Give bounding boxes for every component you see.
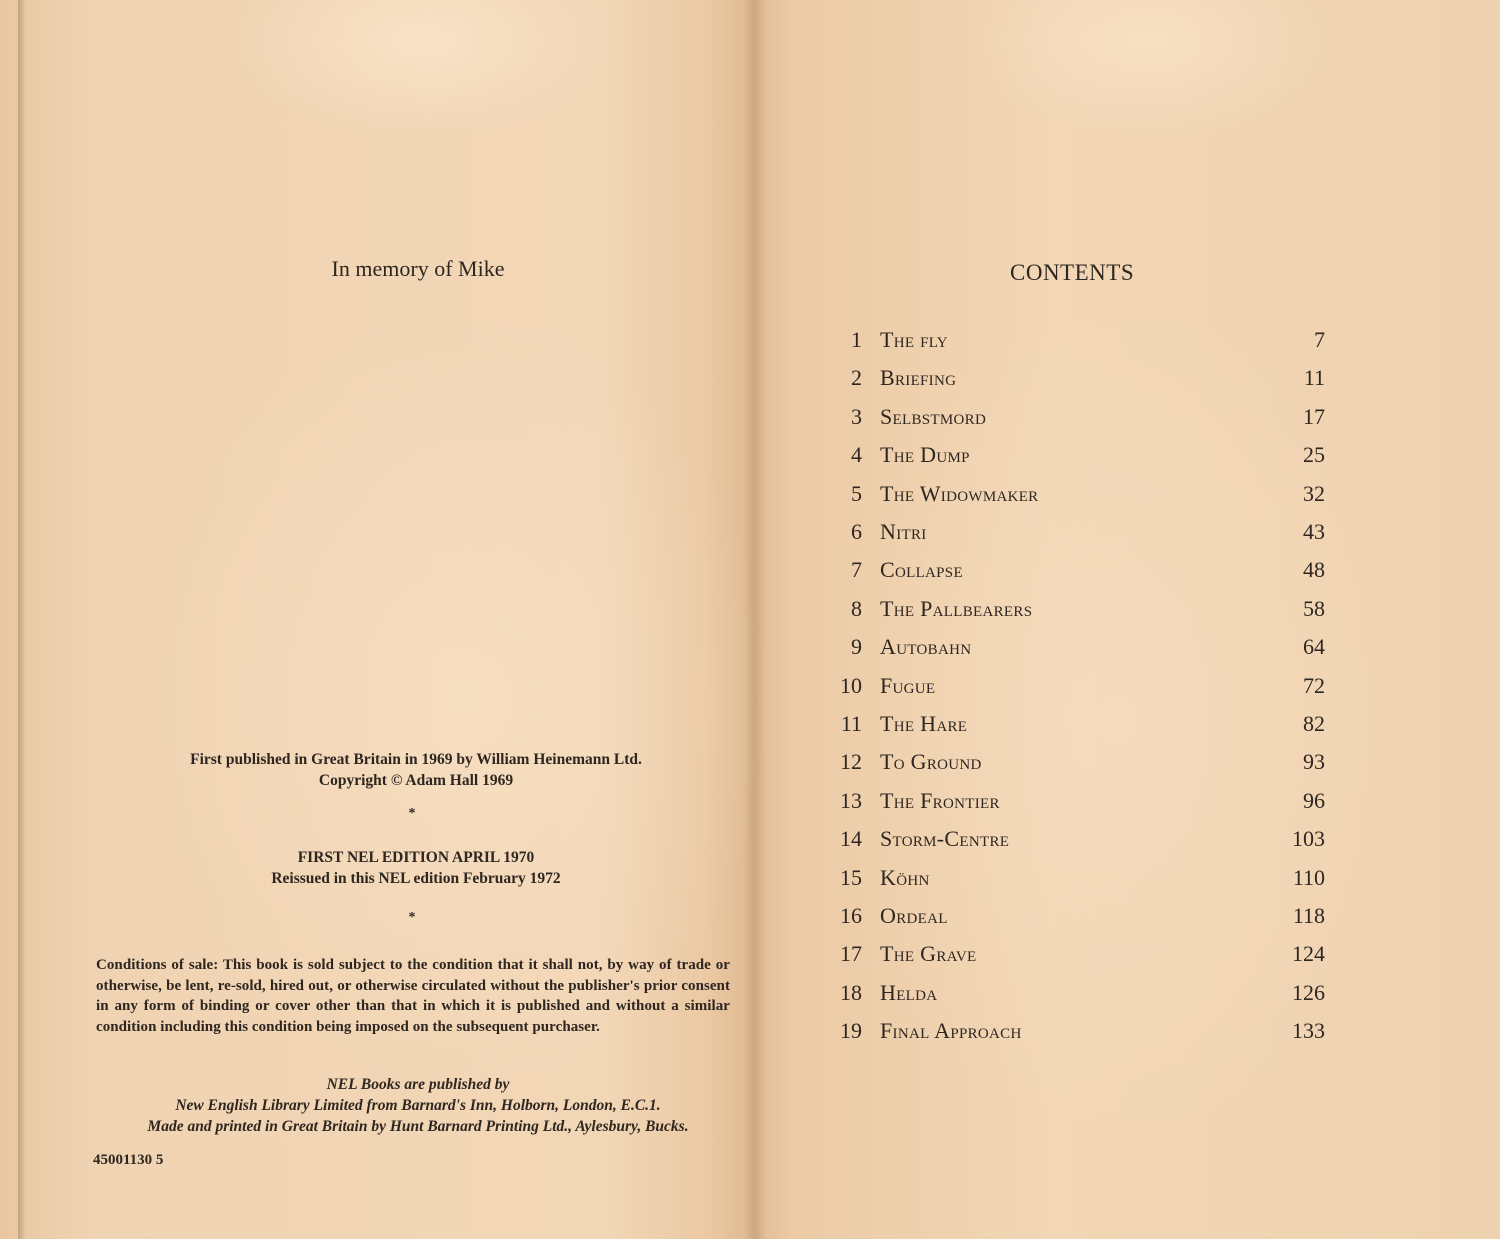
- publication-info: [96, 749, 736, 791]
- chapter-page-number: 82: [1303, 711, 1325, 736]
- toc-row: [820, 865, 1325, 895]
- toc-row: [820, 596, 1325, 626]
- toc-row: [820, 711, 1325, 741]
- separator-star: *: [408, 806, 416, 821]
- chapter-number: 18: [840, 979, 862, 1005]
- toc-row: [820, 519, 1325, 549]
- chapter-title: Fugue: [880, 672, 936, 698]
- chapter-number: 1: [851, 327, 862, 352]
- chapter-number: 5: [851, 480, 862, 506]
- chapter-page-number: 48: [1303, 557, 1325, 583]
- chapter-number: 13: [840, 787, 862, 813]
- toc-row: [820, 826, 1325, 856]
- chapter-page-number: 110: [1292, 864, 1325, 890]
- chapter-title: Ordeal: [880, 903, 948, 928]
- chapter-page-number: 11: [1303, 365, 1325, 391]
- isbn-number: 45001130 5: [93, 1152, 164, 1168]
- chapter-page-number: 32: [1303, 480, 1325, 506]
- reissue-line: Reissued in this NEL edition February 1972: [271, 870, 561, 887]
- chapter-number: 12: [840, 749, 862, 775]
- chapter-page-number: 17: [1303, 403, 1325, 429]
- chapter-number: 9: [851, 634, 862, 660]
- toc-row: [820, 941, 1325, 971]
- publisher-line: NEL Books are published by: [326, 1076, 510, 1093]
- toc-row: [820, 404, 1325, 434]
- publisher-address: New English Library Limited from Barnard's Inn, Holborn, London, E.C.1.: [175, 1097, 661, 1114]
- contents-heading: CONTENTS: [1010, 260, 1135, 285]
- chapter-title: Köhn: [880, 864, 930, 890]
- toc-row: [820, 557, 1325, 587]
- chapter-title: Selbstmord: [880, 403, 987, 429]
- chapter-page-number: 133: [1292, 1018, 1325, 1044]
- chapter-title: The Pallbearers: [880, 595, 1033, 621]
- edition-info: [96, 847, 736, 889]
- toc-row: [820, 673, 1325, 703]
- chapter-number: 3: [851, 403, 862, 429]
- conditions-of-sale: Conditions of sale: This book is sold subject to the condition that it shall not, by way of trade or otherwise, be lent, re-sold, hired out, or otherwise circulated without the publisher's prior consent in any form of binding or cover other than that in which it is published and without a similar condition including this condition being imposed on the subsequent purchaser.: [96, 957, 730, 1035]
- toc-row: [820, 903, 1325, 933]
- chapter-title: Autobahn: [880, 634, 972, 660]
- chapter-title: The Grave: [880, 941, 977, 967]
- separator-star: *: [408, 910, 416, 925]
- chapter-page-number: 93: [1303, 749, 1325, 775]
- toc-row: [820, 749, 1325, 779]
- dedication: In memory of Mike: [331, 256, 505, 281]
- chapter-number: 14: [840, 826, 862, 852]
- chapter-number: 11: [840, 711, 862, 736]
- chapter-page-number: 118: [1292, 903, 1325, 928]
- chapter-page-number: 64: [1303, 634, 1325, 660]
- toc-row: [820, 980, 1325, 1010]
- toc-row: [820, 788, 1325, 818]
- chapter-title: To Ground: [880, 749, 982, 775]
- printer-line: Made and printed in Great Britain by Hunt Barnard Printing Ltd., Aylesbury, Bucks.: [147, 1118, 689, 1135]
- chapter-title: Final Approach: [880, 1018, 1022, 1044]
- chapter-title: Storm-Centre: [880, 826, 1010, 852]
- chapter-page-number: 7: [1314, 327, 1325, 352]
- right-page: [760, 0, 1500, 1239]
- chapter-number: 19: [840, 1018, 862, 1044]
- chapter-page-number: 25: [1303, 442, 1325, 468]
- chapter-number: 7: [851, 557, 862, 583]
- toc-row: [820, 481, 1325, 511]
- chapter-number: 6: [851, 519, 862, 544]
- chapter-page-number: 103: [1292, 826, 1325, 852]
- chapter-title: Collapse: [880, 557, 963, 583]
- chapter-page-number: 72: [1303, 672, 1325, 698]
- chapter-page-number: 58: [1303, 595, 1325, 621]
- chapter-number: 8: [851, 595, 862, 621]
- publisher-info: [100, 1074, 736, 1137]
- chapter-title: Nitri: [880, 519, 927, 544]
- chapter-page-number: 124: [1292, 941, 1325, 967]
- chapter-title: The Frontier: [880, 787, 1000, 813]
- chapter-page-number: 126: [1292, 979, 1325, 1005]
- chapter-number: 10: [840, 672, 862, 698]
- chapter-title: Briefing: [880, 365, 957, 391]
- edition-line: FIRST NEL EDITION APRIL 1970: [297, 849, 535, 866]
- chapter-page-number: 43: [1303, 519, 1325, 544]
- chapter-number: 4: [851, 442, 862, 468]
- publication-line: First published in Great Britain in 1969 by William Heinemann Ltd.: [190, 751, 642, 768]
- chapter-number: 15: [840, 864, 862, 890]
- chapter-number: 16: [840, 903, 862, 928]
- toc-row: [820, 1018, 1325, 1048]
- toc-row: [820, 365, 1325, 395]
- chapter-number: 2: [851, 365, 862, 391]
- copyright-line: Copyright © Adam Hall 1969: [318, 772, 514, 789]
- chapter-title: The Dump: [880, 442, 970, 468]
- chapter-title: The fly: [880, 327, 948, 352]
- chapter-title: The Hare: [880, 711, 968, 736]
- toc-row: [820, 442, 1325, 472]
- toc-row: [820, 634, 1325, 664]
- chapter-title: The Widowmaker: [880, 480, 1039, 506]
- chapter-page-number: 96: [1303, 787, 1325, 813]
- chapter-number: 17: [840, 941, 862, 967]
- chapter-title: Helda: [880, 979, 938, 1005]
- toc-row: [820, 327, 1325, 357]
